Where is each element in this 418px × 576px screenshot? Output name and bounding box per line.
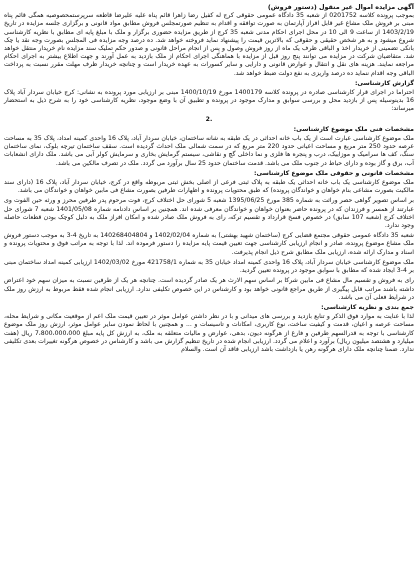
inheritance-paragraph: بر اساس تصویر گواهی حصر وراثت به شماره 385 مورخ 1395/06/25 شعبه 5 شورای حل اختلاف کرج، فوت مرحوم پدر طرفین محرز و ورثه حین الفوت وی عبارتند از همسر و فرزندان که در پرونده حاضر بعنوان خواهان و خواندگان معرفی شده اند. همچنین بر اساس دادنامه شماره 1401/05/08 شعبه 7 شورای حل اختلاف کرج (شعبه 107 سابق) در خصوص فسخ قرارداد و تقسیم ترکه، رای به فروش ملک صادر شده و امکان افراز ملک به دلیل کوچک بودن قطعات حاصله وجود ندارد. [4,197,414,230]
section-number: 2. [205,115,213,123]
conclusion-heading: جمع بندی و نظریه کارشناسی: [321,303,414,311]
technical-specs-paragraph: ملک موضوع کارشناسی عبارت است از یک باب خانه احداثی در یک طبقه به شانه ساختمان، خیابان سردار آباد، پلاک 16 واحدی کمینه امداد، پلاک 35 به مساحت عرصه حدود 250 متر مربع و مساحت اعیانی حدود 220 متر مربع که در سمت شمالی ملک احداث گردیده است. سقف ساختمان تیرچه بلوک، نمای ساختمان سنگ، کف ها سرامیک و موزاییک، درب و پنجره ها فلزی و نما داخلی گچ و نقاشی، سیستم گرمایش بخاری و سرمایش کولر آبی می باشد. ملک دارای انشعابات آب، برق و گاز بوده و دارای حیاط در جنوب ملک می باشد. قدمت ساختمان حدود 25 سال برآورد می گردد. ملک در تصرف مالکین می باشد. [4,135,415,167]
conclusion-paragraph: لذا با عنایت به موارد فوق الذکر و تنابع بازدید و بررسی های میدانی و با در نظر داشتن عوامل موثر در تعیین قیمت ملک اعم از موقعیت مکانی و شرایط محله، مساحت عرصه و اعیان، قدمت و کیفیت ساخت، نوع کاربری، امکانات و تاسیسات و ... و همچنین با لحاظ نمودن سایر عوامل موثر، ارزش روز ملک موضوع کارشناسی با توجه به قدرالسهم طرفین و فارغ از هرگونه دیون، بدهی، عوارض و مالیات متعلقه به ملک، به ارزش کل پایه مبلغ 7،800،000،000 ریال (هفت میلیارد و هشتصد میلیون ریال) برآورد و اعلام می گردد. ارزیابی انجام شده در تاریخ تنظیم گزارش می باشد و کارشناس در خصوص هرگونه تغییرات بعدی تکلیفی ندارد. ضمنا چنانچه ملک دارای هرگونه رهن یا بازداشت باشد ارزیابی فاقد آن است. والسلام [4,313,414,353]
notice-title: آگهی مزایده اموال غیر منقول (دستور فروش) [267,3,414,11]
court-order-paragraph: شعبه 35 دادگاه عمومی حقوقی مجتمع قضایی کرج (ساختمان شهید بهشتی) به شماره 1402/02/04 و 140268404804 به تاریخ 4-3 به موجب دستور فروش ملک مشاع موضوع پرونده، صادر و انجام ارزیابی کارشناسی جهت تعیین قیمت پایه مزایده را دستور فرموده اند. لذا با توجه به مراتب فوق و محتویات پرونده و اسناد و مدارک ارائه شده، ارزیابی ملک مطابق شرح ذیل انجام پذیرفت. [4,232,414,256]
intro-paragraph: بموجب پرونده کلاسه 0201752 از شعبه 35 دادگاه عمومی حقوقی کرج له کفیل رضا زاهرا قائم پناه علیه علیرضا قاطعه سرپرستمحصوصیه همگی قائم پناه مبنی بر فروش ملک مشاع غیر قابل افراز آپارتمان به صورت توافقه و اقدام به تنظیم صورتمجلس فروش مطابق مواد قانونی و برگزاری جلسه مزایده در تاریخ 1403/2/19 از ساعت 9 الی 10 در محل اجرای احکام مدنی شعبه 35 کرج از طریق مزایده حضوری برگزار و ملک با مبلغ پایه ای مطابق با نظریه کارشناسی شروع میشود و به هر شخص حقیقی و حقوقی که بالاترین قیمت را پیشنهاد نماید فروخته خواهد شد. ده درصد وجه مزایده فی المجلس بصورت وجه نقد یا چک بانکی تضمینی از خریدار اخذ و الباقی ظرف یک ماه از روز فروش وصول و پس از انجام مراحل قانونی و صدور حکم تملیک سند مزایده نام خریدار منتقل خواهد شد. متقاضیان شرکت در مزایده می توانند پنج روز قبل از مزایده با هماهنگی اجرای احکام از ملک بازدید به عمل آورند و جهت اطلاع بیشتر به اجرای احکام مراجعه نمایند. هزینه های نقل و انتقال و عوارض قانونی و دارایی و سایر کسورات به عهده خریدار است و چنانچه خریدار ظرف مهلت مقرر نسبت به پرداخت الباقی وجه اقدام ننماید ده درصد واریزی به نفع دولت ضبط خواهد شد. [4,12,414,77]
preamble-paragraph: احتراما در اجرای قرار کارشناسی صادره در پرونده کلاسه 1400179 مورخ 1400/10/19 مبنی بر ارزیابی مورد پرونده به نشانی: کرج خیابان سردار آباد پلاک 16 بدینوسیله پس از بازدید محل و بررسی سوابق و مدارک موجود در پرونده و تطبیق آن با وضع موجود، نظریه کارشناسی خود را به شرح ذیل به استحضار میرساند: [4,89,414,113]
legal-specs-heading: مشخصات قانونی و حقوقی ملک موضوع کارشناسی: [254,169,414,177]
partition-ruling-paragraph: رای به فروش و تقسیم مال مشاع فی مابین شرکا بر اساس سهم الارث هر یک صادر گردیده است. چنانچه هر یک از طرفین نسبت به میزان سهم خود اعتراض داشته باشند مراتب قابل پیگیری از طریق مراجع قانونی خواهد بود و کارشناس در این خصوص تکلیفی ندارد. ارزیابی انجام شده فقط مربوط به ارزش روز ملک در شرایط فعلی آن می باشد. [4,277,414,301]
assessment-reference-paragraph: ملک موضوع کارشناسی خیابان سردار آباد، پلاک 16 واحدی کمینه امداد خیابان 35 به شماره 421758/1 مورخ 1402/03/02 ارزیابی کمینه امداد ساختمان مبنی بر 4-3 ایجاد شده که مطابق با سوابق موجود در پرونده تعیین گردید. [4,258,414,275]
legal-specs-paragraph: ملک موضوع کارشناسی یک باب خانه احداثی یک طبقه به پلاک ثبتی فرعی از اصلی بخش ثبتی مربوطه واقع در کرج، خیابان سردار آباد، پلاک 16 (دارای سند مالکیت بصورت مشاعی بنام خواهان و خواندگان پرونده) که طبق محتویات پرونده و اظهارات طرفین بصورت مشاع فی مابین خواهان و خواندگان می باشد. [4,179,414,195]
technical-specs-heading: مشخصات فنی ملک موضوع کارشناسی: [293,125,414,133]
preamble-heading: گزارش کارشناسی: [354,79,414,87]
